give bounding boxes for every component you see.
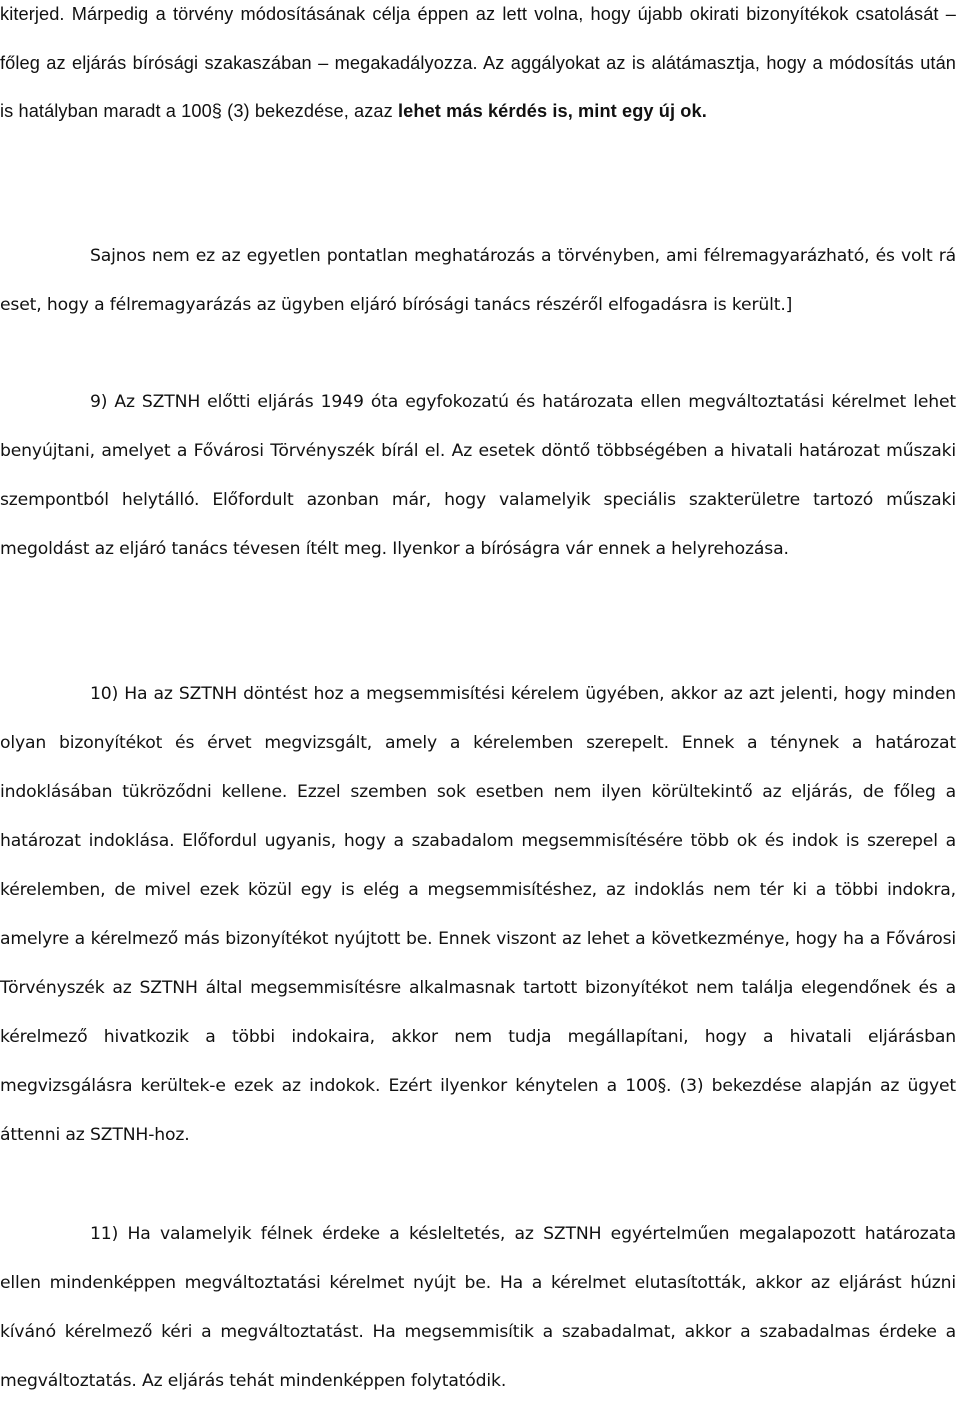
paragraph-text: 11) Ha valamelyik félnek érdeke a késleltetés, az SZTNH egyértelműen megalapozott határozata ellen mindenképpen megváltoztatási kérelmet nyújt be. Ha a kérelmet elutasították, akkor az eljárást húzni kívánó kérelmező kéri a megváltoztatást. Ha megsemmisítik a szabadalmat, akkor a szabadalmas érdeke a megváltoztatás. Az eljárás tehát mindenképpen folytatódik.	[0, 1224, 956, 1391]
paragraph-continuation	[0, 0, 956, 136]
paragraph-text: Sajnos nem ez az egyetlen pontatlan meghatározás a törvényben, ami félremagyarázható, és volt rá eset, hogy a félremagyarázás az ügyben eljáró bírósági tanács részéről elfogadásra is került.]	[0, 246, 956, 315]
paragraph-11	[0, 1210, 956, 1406]
paragraph-sajnos	[0, 232, 956, 330]
paragraph-bold-text: lehet más kérdés is, mint egy új ok.	[398, 101, 707, 121]
paragraph-10	[0, 670, 956, 1160]
paragraph-text: 9) Az SZTNH előtti eljárás 1949 óta egyfokozatú és határozata ellen megváltoztatási kérelmet lehet benyújtani, amelyet a Fővárosi Törvényszék bírál el. Az esetek döntő többségében a hivatali határozat műszaki szempontból helytálló. Előfordult azonban már, hogy valamelyik speciális szakterületre tartozó műszaki megoldást az eljáró tanács tévesen ítélt meg. Ilyenkor a bíróságra vár ennek a helyrehozása.	[0, 392, 956, 559]
paragraph-9	[0, 378, 956, 574]
paragraph-text: kiterjed. Márpedig a törvény módosításának célja éppen az lett volna, hogy újabb okirati bizonyítékok csatolását – főleg az eljárás bírósági szakaszában – megakadályozza. Az aggályokat az is alátámasztja, hogy a módosítás után is hatályban maradt a 100§ (3) bekezdése, azaz	[0, 4, 956, 121]
paragraph-text: 10) Ha az SZTNH döntést hoz a megsemmisítési kérelem ügyében, akkor az azt jelenti, hogy minden olyan bizonyítékot és érvet megvizsgált, amely a kérelemben szerepelt. Ennek a ténynek a határozat indoklásában tükröződni kellene. Ezzel szemben sok esetben nem ilyen körültekintő az eljárás, de főleg a határozat indoklása. Előfordul ugyanis, hogy a szabadalom megsemmisítésére több ok és indok is szerepel a kérelemben, de mivel ezek közül egy is elég a megsemmisítéshez, az indoklás nem tér ki a többi indokra, amelyre a kérelmező más bizonyítékot nyújtott be. Ennek viszont az lehet a következménye, hogy ha a Fővárosi Törvényszék az SZTNH által megsemmisítésre alkalmasnak tartott bizonyítékot nem találja elegendőnek és a kérelmező hivatkozik a többi indokaira, akkor nem tudja megállapítani, hogy a hivatali eljárásban megvizsgálásra kerültek-e ezek az indokok. Ezért ilyenkor kénytelen a 100§. (3) bekezdése alapján az ügyet áttenni az SZTNH-hoz.	[0, 684, 956, 1145]
